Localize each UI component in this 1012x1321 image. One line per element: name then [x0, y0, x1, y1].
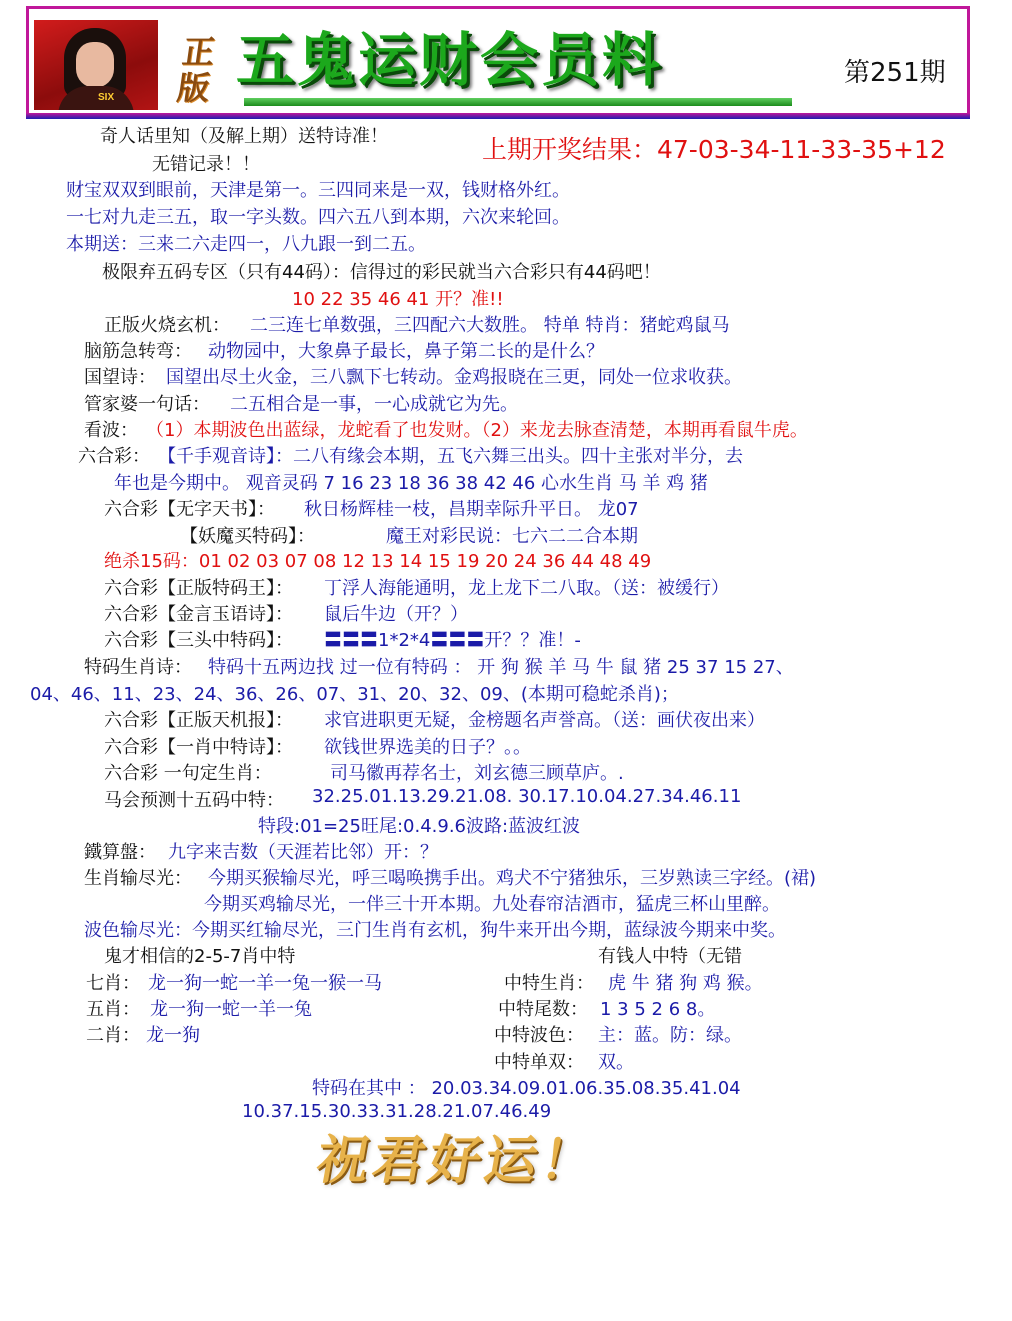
avatar-photo	[34, 20, 158, 110]
text-line-l50: 波色输尽光：今期买红输尽光，三门生肖有玄机，狗牛来开出今期，蓝绿波今期来中奖。	[84, 920, 786, 941]
text-line-l20: 【千手观音诗】：二八有缘会本期，五飞六舞三出头。四十主张对半分，去	[158, 446, 743, 467]
text-line-l37: 求官进职更无疑，金榜题名声誉高。（送：画伏夜出来）	[324, 710, 765, 731]
text-line-l05: 一七对九走三五，取一字头数。四六五八到本期，六次来轮回。	[66, 207, 570, 228]
text-line-l43: 32.25.01.13.29.21.08. 30.17.10.04.27.34.46.11	[312, 786, 742, 807]
avatar-face	[76, 42, 114, 88]
text-line-l40: 六合彩 一句定生肖：	[104, 763, 272, 784]
text-line-l22: 六合彩【无字天书】：	[104, 499, 275, 520]
text-line-l01: 奇人话里知（及解上期）送特诗准！	[100, 126, 388, 147]
edition-seal: 正版	[174, 33, 218, 107]
text-line-l29: 六合彩【金言玉语诗】：	[104, 604, 293, 625]
text-line-l23: 秋日杨辉桂一枝，昌期幸际升平日。 龙07	[304, 499, 639, 520]
page-title: 五鬼运财会员料	[236, 26, 664, 94]
text-line-l68: 10.37.15.30.33.31.28.21.07.46.49	[242, 1101, 552, 1122]
text-line-l58: 龙一狗一蛇一羊一兔	[150, 999, 312, 1020]
text-line-l09: 正版火烧玄机：	[104, 315, 230, 336]
text-line-l30: 鼠后牛边（开？）	[324, 604, 468, 625]
text-line-l56: 虎 牛 猪 狗 鸡 猴。	[608, 973, 763, 994]
text-line-l15: 管家婆一句话：	[84, 394, 210, 415]
blessing-banner: 祝君好运！	[311, 1130, 603, 1191]
text-line-l16: 二五相合是一事，一心成就它为先。	[230, 394, 518, 415]
title-underline	[244, 98, 792, 106]
text-line-l10: 二三连七单数强，三四配六大数胜。 特单 特肖：猪蛇鸡鼠马	[250, 315, 730, 336]
text-line-l19: 六合彩：	[78, 446, 150, 467]
text-line-l13: 国望诗：	[84, 367, 156, 388]
text-line-l53: 七肖：	[86, 973, 140, 994]
text-line-l60: 1 3 5 2 6 8。	[600, 999, 716, 1020]
text-line-l63: 中特波色：	[494, 1025, 584, 1046]
text-line-l38: 六合彩【一肖中特诗】：	[104, 737, 293, 758]
header-divider	[26, 113, 970, 119]
text-line-l17: 看波：	[84, 420, 138, 441]
text-line-l61: 二肖：	[86, 1025, 140, 1046]
text-line-l36: 六合彩【正版天机报】：	[104, 710, 293, 731]
text-line-l24: 【妖魔买特码】：	[180, 526, 315, 547]
text-line-l32: 〓〓〓1*2*4〓〓〓开？？准！-	[324, 630, 581, 651]
text-line-l12: 动物园中，大象鼻子最长，鼻子第二长的是什么？	[208, 341, 604, 362]
text-line-l45: 鐵算盤：	[84, 842, 156, 863]
text-line-l47: 生肖输尽光：	[84, 868, 192, 889]
text-line-l49: 今期买鸡输尽光，一伴三十开本期。九处春帘洁酒市，猛虎三杯山里醉。	[204, 894, 780, 915]
text-line-l33: 特码生肖诗：	[84, 657, 192, 678]
text-line-l21: 年也是今期中。 观音灵码 7 16 23 18 36 38 42 46 心水生肖 马 羊 鸡 猪	[114, 473, 708, 494]
text-line-l39: 欲钱世界选美的日子？。。	[324, 737, 531, 758]
text-line-l26: 绝杀15码：01 02 03 07 08 12 13 14 15 19 20 24 36 44 48 49	[104, 551, 652, 572]
avatar-caption: SIX	[98, 92, 115, 103]
text-line-l03: 无错记录！！	[152, 154, 260, 175]
text-line-l14: 国望出尽土火金，三八飘下七转动。金鸡报晓在三更，同处一位求收获。	[166, 367, 742, 388]
text-line-l67: 特码在其中 ： 20.03.34.09.01.06.35.08.35.41.04	[312, 1078, 741, 1099]
text-line-l18: （1）本期波色出蓝绿，龙蛇看了也发财。（2）来龙去脉查清楚，本期再看鼠牛虎。	[146, 420, 808, 441]
text-line-l66: 双。	[598, 1052, 634, 1073]
text-line-l35: 04、46、11、23、24、36、26、07、31、20、32、09、(本期可稳蛇杀肖)；	[30, 684, 679, 705]
text-line-l25: 魔王对彩民说：七六二二合本期	[386, 526, 638, 547]
text-line-l31: 六合彩【三头中特码】：	[104, 630, 293, 651]
text-line-l34: 特码十五两边找 过一位有特码 ： 开 狗 猴 羊 马 牛 鼠 猪 25 37 15 27、	[208, 657, 794, 678]
text-line-l57: 五肖：	[86, 999, 140, 1020]
text-line-l48: 今期买猴输尽光，呼三喝唤携手出。鸡犬不宁猪独乐，三岁熟读三字经。(裙)	[208, 868, 817, 889]
text-line-l04: 财宝双双到眼前，天津是第一。三四同来是一双，钱财格外红。	[66, 180, 570, 201]
text-line-l46: 九字来吉数（天涯若比邻）开：？	[168, 842, 438, 863]
text-line-l42: 马会预测十五码中特：	[104, 790, 284, 811]
text-line-l62: 龙一狗	[146, 1025, 200, 1046]
text-line-l55: 中特生肖：	[504, 973, 594, 994]
text-line-l02: 上期开奖结果：47-03-34-11-33-35+12	[482, 135, 946, 164]
text-line-l08: 10 22 35 46 41 开？准!!	[292, 289, 504, 310]
text-line-l44: 特段:01=25旺尾:0.4.9.6波路:蓝波红波	[258, 816, 581, 837]
text-line-l07: 极限弃五码专区（只有44码）：信得过的彩民就当六合彩只有44码吧！	[102, 262, 661, 283]
text-line-l11: 脑筋急转弯：	[84, 341, 192, 362]
text-line-l54: 龙一狗一蛇一羊一兔一猴一马	[148, 973, 382, 994]
text-line-l41: 司马徽再荐名士，刘玄德三顾草庐。.	[330, 763, 624, 784]
text-line-l27: 六合彩【正版特码王】：	[104, 578, 293, 599]
text-line-l51: 鬼才相信的2-5-7肖中特	[104, 946, 296, 967]
issue-number: 第251期	[844, 58, 946, 88]
text-line-l52: 有钱人中特（无错	[598, 946, 742, 967]
text-line-l28: 丁浮人海能通明，龙上龙下二八取。（送：被缓行）	[324, 578, 729, 599]
text-line-l06: 本期送：三来二六走四一，八九跟一到二五。	[66, 234, 426, 255]
text-line-l59: 中特尾数：	[498, 999, 588, 1020]
text-line-l64: 主：蓝。防：绿。	[598, 1025, 742, 1046]
text-line-l65: 中特单双：	[494, 1052, 584, 1073]
